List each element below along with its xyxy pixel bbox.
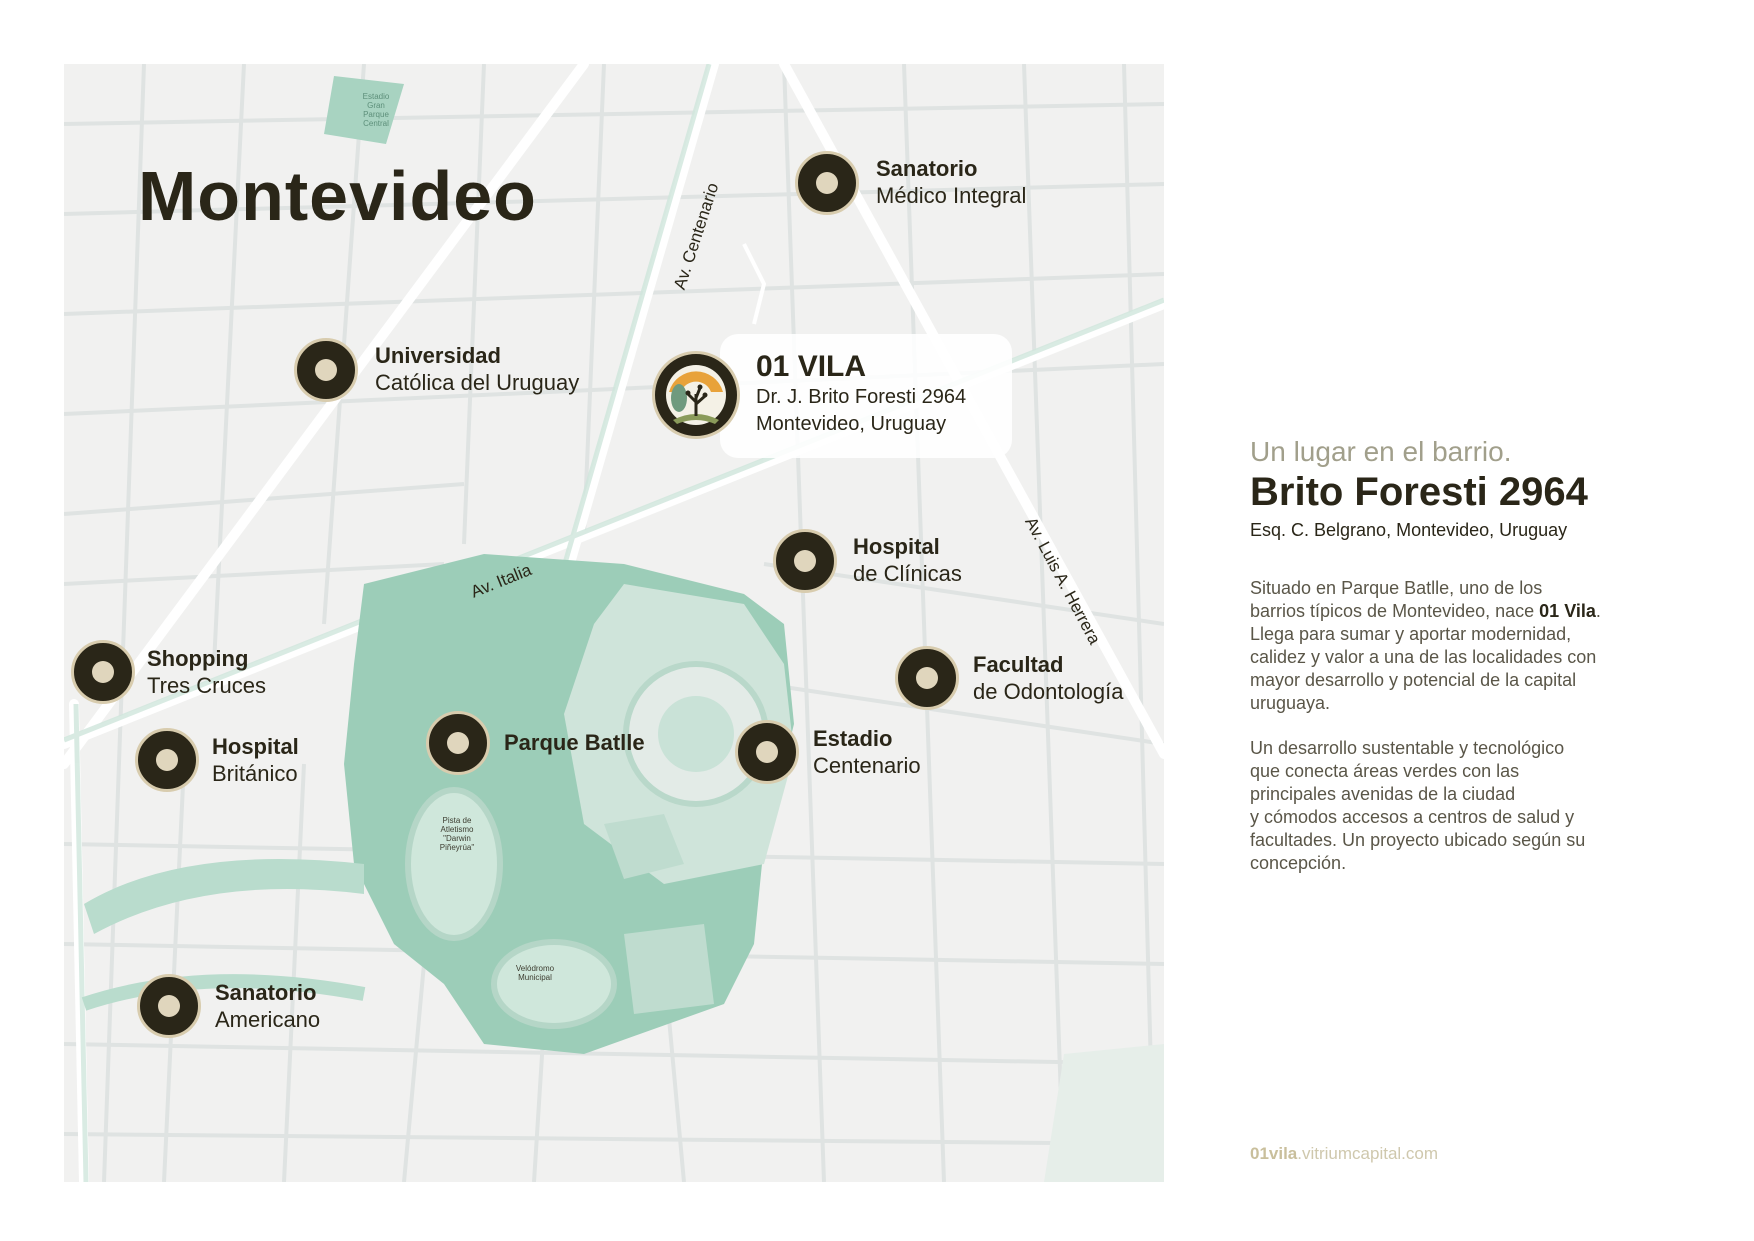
address-heading: Brito Foresti 2964 [1250,470,1588,514]
place-bold: Sanatorio [215,980,317,1005]
street-av-italia: Av. Italia [468,560,535,602]
map-area[interactable] [64,64,1164,1182]
pin-hospital-britanico[interactable] [135,728,199,792]
place-normal: Británico [212,761,298,786]
para-text: . [1595,601,1601,621]
place-normal: Católica del Uruguay [375,370,580,395]
place-bold: Sanatorio [876,156,978,181]
place-normal: de Clínicas [853,561,962,586]
tagline: Un lugar en el barrio. [1250,436,1512,467]
city-title: Montevideo [138,157,537,235]
place-parque-batlle [504,729,645,756]
street-av-luis-herrera: Av. Luis A. Herrera [1021,514,1105,648]
para-line: Llega para sumar y aportar modernidad, [1250,624,1572,644]
place-bold: Estadio [813,726,893,751]
para-line: concepción. [1250,853,1347,873]
para-line: Un desarrollo sustentable y tecnológico [1250,738,1565,758]
url-rest: .vitriumcapital.com [1297,1144,1439,1163]
place-bold: Hospital [212,734,299,759]
place-normal: Americano [215,1007,321,1032]
label-velodromo: Velódromo Municipal [515,964,555,982]
pin-facultad-odontologia[interactable] [895,646,959,710]
pin-estadio-centenario[interactable] [735,720,799,784]
place-bold: Parque Batlle [504,730,645,755]
place-bold: Hospital [853,534,940,559]
pin-hospital-clinicas[interactable] [773,529,837,593]
para-line: facultades. Un proyecto ubicado según su [1250,830,1586,850]
featured-line-2: Montevideo, Uruguay [756,413,947,435]
website-link[interactable] [1250,1144,1438,1164]
para-line: uruguaya. [1250,693,1331,713]
pin-shopping-tres-cruces[interactable] [71,640,135,704]
place-sanatorio-americano [215,979,320,1033]
para-line: mayor desarrollo y potencial de la capital [1250,670,1577,690]
brand-name: 01 Vila [1539,601,1596,621]
place-normal: Médico Integral [876,183,1027,208]
para-line: Situado en Parque Batlle, uno de los [1250,578,1543,598]
place-bold: Universidad [375,343,501,368]
label-estadio-gran-parque: Estadio Gran Parque Central [362,92,390,128]
para-line: y cómodos accesos a centros de salud y [1250,807,1575,827]
sub-address: Esq. C. Belgrano, Montevideo, Uruguay [1250,520,1568,540]
place-normal: de Odontología [973,679,1124,704]
place-bold: Shopping [147,646,249,671]
tree-house-logo-icon[interactable] [652,351,740,439]
featured-line-1: Dr. J. Brito Foresti 2964 [756,386,967,408]
para-line: principales avenidas de la ciudad [1250,784,1516,804]
description-paragraph-1 [1250,577,1680,715]
place-shopping-tres-cruces [147,645,266,699]
place-normal: Centenario [813,753,921,778]
place-facultad-odontologia [973,651,1123,705]
pin-sanatorio-medico-integral[interactable] [795,151,859,215]
para-line [1250,600,1680,623]
place-sanatorio-medico-integral [876,155,1026,209]
place-universidad-catolica [375,342,579,396]
place-bold: Facultad [973,652,1064,677]
description-paragraph-2 [1250,737,1680,875]
place-estadio-centenario [813,725,921,779]
url-bold: 01vila [1250,1144,1298,1163]
featured-title: 01 VILA [756,350,867,383]
pin-sanatorio-americano[interactable] [137,974,201,1038]
place-normal: Tres Cruces [147,673,266,698]
street-av-centenario: Av. Centenario [670,180,723,292]
para-line: que conecta áreas verdes con las [1250,761,1520,781]
place-hospital-britanico [212,733,299,787]
label-pista: Pista de Atletismo "Darwin Piñeyrúa" [439,816,475,852]
pin-universidad-catolica[interactable] [294,338,358,402]
pin-parque-batlle[interactable] [426,711,490,775]
para-text: barrios típicos de Montevideo, nace [1250,601,1540,621]
para-line: calidez y valor a una de las localidades con [1250,647,1597,667]
place-hospital-clinicas [853,533,962,587]
